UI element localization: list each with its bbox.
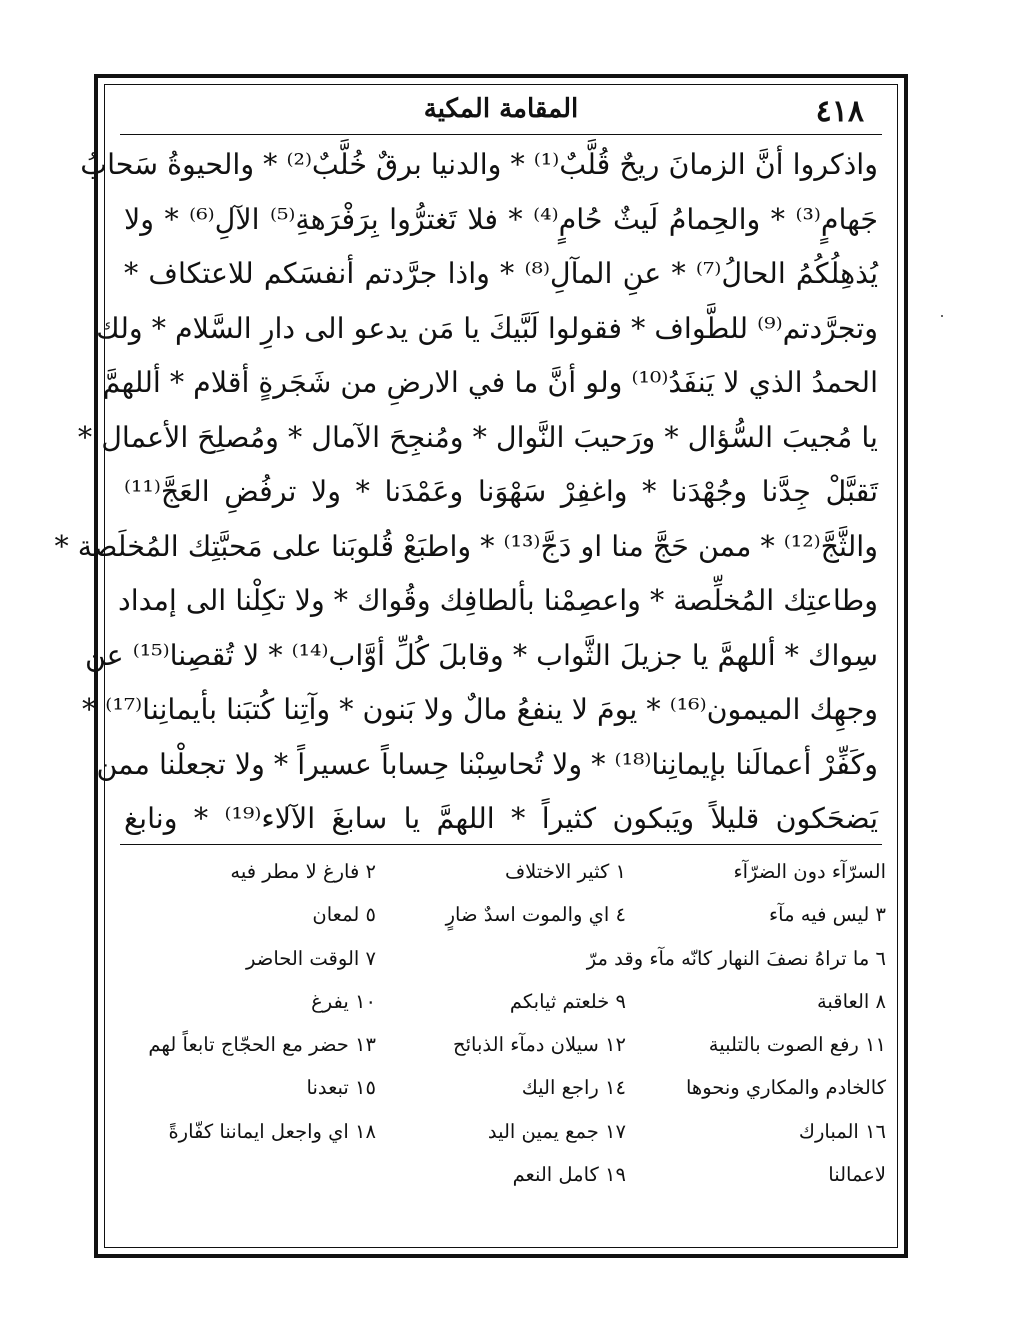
footnote: ١٦ المبارك bbox=[798, 1119, 886, 1143]
running-title: المقامة المكية bbox=[423, 94, 579, 124]
text-line: وكَفِّرْ أعمالَنا بإيمانِنا⁽¹⁸⁾ * ولا تُحاسِبْنا حِساباً عسيراً * ولا تجعلْنا ممن bbox=[96, 747, 878, 781]
text-line: يُذهِلُكُمُ الحالُ⁽⁷⁾ * عنِ المآلِ⁽⁸⁾ * واذا جرَّدتم أنفسَكم للاعتكاف * bbox=[124, 257, 878, 290]
header-rule bbox=[120, 134, 882, 135]
footnote: ١٠ يفرغ bbox=[311, 989, 376, 1013]
footnote-row bbox=[124, 1153, 886, 1196]
margin-speck bbox=[941, 315, 943, 317]
footnotes bbox=[124, 850, 886, 1196]
footnote: ١٨ اي واجعل ايماننا كفّارةً bbox=[168, 1119, 376, 1143]
footnote: ١٤ راجع اليك bbox=[521, 1076, 626, 1100]
footnote: ١١ رفع الصوت بالتلبية bbox=[708, 1033, 886, 1057]
footnote-row bbox=[124, 1066, 886, 1109]
text-line: وتجرَّدتم⁽⁹⁾ للطَّواف * فقولوا لَبَّيكَ يا مَن يدعو الى دارِ السَّلام * ولك bbox=[96, 311, 878, 345]
footnote: ٥ لمعان bbox=[312, 903, 376, 927]
footnote-row bbox=[124, 850, 886, 893]
text-line: جَهامٍ⁽³⁾ * والحِمامُ لَيثٌ حُامٍ⁽⁴⁾ * فلا تَغترُّوا بِرَفْرَهةِ⁽⁵⁾ الآلِ⁽⁶⁾ * ولا bbox=[124, 202, 878, 236]
footnote: ١٩ كامل النعم bbox=[512, 1163, 626, 1187]
main-text bbox=[54, 138, 879, 847]
text-line: الحمدُ الذي لا يَنفَدُ⁽¹⁰⁾ ولو أنَّ ما في الارضِ من شَجَرةٍ أقلام * أللهمَّ bbox=[102, 366, 878, 399]
footnote: ١٥ تبعدنا bbox=[306, 1076, 376, 1100]
footnote: ٩ خلعتم ثيابكم bbox=[509, 989, 626, 1013]
footnote-row bbox=[124, 1023, 886, 1066]
footnote: ٨ العاقبة bbox=[816, 989, 886, 1013]
footnote: كالخادم والمكاري ونحوها bbox=[685, 1076, 886, 1100]
footnote: ١٢ سيلان دمآء الذبائح bbox=[453, 1033, 626, 1057]
footnote-row bbox=[124, 1110, 886, 1153]
footnote: ٢ فارغ لا مطر فيه bbox=[230, 860, 376, 883]
text-line: تَقبَّلْ جِدَّنا وجُهْدَنا * واغفِرْ سَهْوَنا وعَمْدَنا * ولا ترفُضِ العَجَّ⁽¹¹⁾ bbox=[124, 475, 878, 508]
text-line: وجهِك الميمون⁽¹⁶⁾ * يومَ لا ينفعُ مالٌ ولا بَنون * وآتِنا كُتبَنا بأيمانِنا⁽¹⁷⁾ * bbox=[82, 693, 878, 726]
footnote: ١٣ حضر مع الحجّاج تابعاً لهم bbox=[148, 1033, 376, 1057]
text-line: والثَّجَّ⁽¹²⁾ * ممن حَجَّ منا او دَجَّ⁽¹³⁾ * واطبَعْ قُلوبَنا على مَحبَّتِك المُخلَصة * bbox=[54, 529, 878, 563]
footnotes-rule bbox=[120, 844, 882, 845]
footnote: ١ كثير الاختلاف bbox=[504, 860, 626, 883]
footnote: لاعمالنا bbox=[828, 1163, 886, 1187]
footnote-row bbox=[124, 893, 886, 936]
text-line: واذكروا أنَّ الزمانَ ريحٌ قُلَّبٌ⁽¹⁾ * والدنيا برقٌ خُلَّبٌ⁽²⁾ * والحيوةُ سَحابُ bbox=[80, 148, 878, 181]
text-line: يا مُجيبَ السُّؤال * ورَحيبَ النَّوال * ومُنجِحَ الآمال * ومُصلِحَ الأعمال * bbox=[77, 420, 878, 454]
footnote-row bbox=[124, 937, 886, 980]
footnote-row bbox=[124, 980, 886, 1023]
footnote: ٤ اي والموت اسدٌ ضارٍ bbox=[445, 903, 626, 927]
footnote: ٦ ما تراهُ نصفَ النهار كانّه مآء وقد مرّ bbox=[586, 946, 886, 970]
footnote: ١٧ جمع يمين اليد bbox=[487, 1119, 626, 1143]
page-header bbox=[120, 92, 882, 132]
footnote: ٣ ليس فيه مآء bbox=[769, 903, 886, 927]
footnote bbox=[124, 1153, 376, 1196]
footnote: السرّآء دون الضرّآء bbox=[733, 860, 886, 883]
text-line: وطاعتِك المُخلِّصة * واعصِمْنا بألطافِك وقُواك * ولا تكِلْنا الى إمداد bbox=[118, 584, 878, 617]
text-line: سِواك * أللهمَّ يا جزيلَ الثَّواب * وقابلَ كُلِّ أوَّاب⁽¹⁴⁾ * لا تُقصِنا⁽¹⁵⁾ عن bbox=[84, 638, 878, 672]
text-line: يَضحَكون قليلاً ويَبكون كثيراً * اللهمَّ يا سابغَ الآلاء⁽¹⁹⁾ * ونابغ bbox=[124, 802, 879, 835]
footnote: ٧ الوقت الحاضر bbox=[246, 946, 376, 970]
page-number: ٤١٨ bbox=[815, 94, 864, 129]
